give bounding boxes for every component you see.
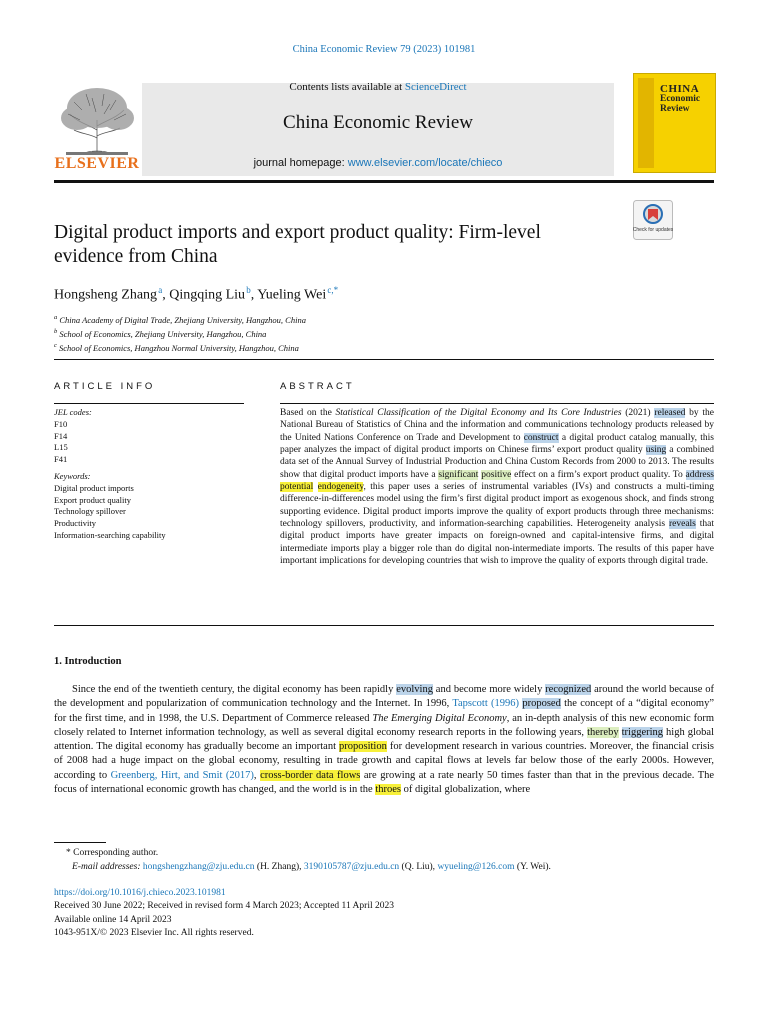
section-heading: 1. Introduction — [54, 656, 122, 667]
cover-title: CHINA Economic Review — [660, 83, 701, 114]
header-rule — [54, 180, 714, 183]
cover-stripe — [638, 78, 654, 168]
journal-title: China Economic Review — [283, 112, 473, 133]
article-info-list — [54, 407, 166, 542]
author-list: Hongsheng Zhang $^a$, Qingqing Liu $^b$, Yueling Wei $^{c,*}$ — [54, 285, 339, 303]
highlight-term[interactable]: proposition — [339, 741, 387, 753]
abstract-heading: ABSTRACT — [280, 381, 355, 392]
author-name: Yueling Wei — [257, 287, 327, 303]
jel-code: F10 — [54, 418, 68, 429]
publisher-wordmark: ELSEVIER — [54, 155, 140, 172]
check-for-updates-icon[interactable] — [633, 200, 673, 240]
author-affil-link[interactable]: a — [158, 285, 163, 295]
keyword: Information-searching capability — [54, 529, 166, 540]
sciencedirect-link[interactable]: ScienceDirect — [404, 81, 467, 93]
email-addresses: E-mail addresses: hongshengzhang@zju.edu.cn (H. Zhang), 3190105787@zju.edu.cn (Q. Liu), wyueling@126.com (Y. Wei). — [72, 862, 551, 872]
highlight-term[interactable]: endogeneity — [317, 482, 364, 493]
highlight-term[interactable]: triggering — [621, 726, 664, 738]
jel-label: JEL codes: — [54, 407, 92, 417]
highlight-term[interactable]: cross-border data flows — [260, 769, 361, 781]
jel-code: F14 — [54, 430, 68, 441]
received-dates: Received 30 June 2022; Received in revised form 4 March 2023; Accepted 11 April 2023 — [54, 901, 394, 912]
highlight-term[interactable]: significant — [438, 469, 479, 480]
highlight-term[interactable]: throes — [375, 784, 401, 796]
affiliation-item: $^b$ School of Economics, Zhejiang University, Hangzhou, China — [54, 327, 267, 339]
homepage-link[interactable]: www.elsevier.com/locate/chieco — [347, 157, 503, 169]
citation-link[interactable]: Greenberg, Hirt, and Smit (2017) — [110, 769, 254, 781]
check-updates-label: Check for updates — [633, 227, 673, 233]
author-name: Hongsheng Zhang — [54, 287, 158, 303]
highlight-term[interactable]: positive — [481, 469, 512, 480]
keyword: Technology spillover — [54, 506, 126, 517]
article-info-rule — [54, 403, 244, 404]
keyword: Productivity — [54, 518, 97, 529]
highlight-term[interactable]: reveals — [668, 519, 696, 530]
introduction-paragraph: Since the end of the twentieth century, the digital economy has been rapidly evolving and become more widely recognized around the world because of the development and popularization of communication technology and the Internet. In 1996, Tapscott (1996) proposed the concept of a “digital economy” for the first time, and in 1998, the U.S. Department of Commerce released The Emerging Digital Economy, an in-depth analysis of this new economic form closely related to Internet information technology, as well as several digital economy research reports in the following years, thereby triggering high global attention. The digital economy has gradually become an important proposition for development research in various countries. Moreover, the financial crisis of 2008 had a huge impact on the global economy, resulting in trade growth and capital flows at levels far below those of the early 2000s. However, according to Greenberg, Hirt, and Smit (2017), cross-border data flows are growing at a rate nearly 50 times faster than that in the previous decade. The focus of international economic growth has changed, and the world is in the throes of digital globalization, where — [54, 684, 715, 796]
email-link[interactable]: wyueling@126.com — [437, 862, 515, 872]
author-affil-link[interactable]: c,* — [327, 285, 339, 295]
abstract-text: Based on the Statistical Classification of the Digital Economy and Its Core Industries (2021) released by the National Bureau of Statistics of China and the information and communications technology products released by the United Nations Conference on Trade and Development to construct a digital product catalog manually, this paper analyzes the impact of digital product imports on Chinese firms’ export product quality using a combined data set of the Annual Survey of Industrial Production and China Custom Records from 2000 to 2013. The results show that digital product imports have a significant positive effect on a firm’s export product quality. To address potential endogeneity, this paper uses a series of instrumental variables (IVs) and constructs a multi-timing difference-in-differences model using the firm’s first digital product import as exogenous shock, and finds strong supporting evidence. Digital product imports improve the quality of export products through three mechanisms: technology spillovers, productivity, and information-searching capabilities. Heterogeneity analysis reveals that digital product imports have greater impacts on foreign-owned and capital-intensive firms, and digital intermediate imports play a bigger role than do digital non-intermediate imports. The results of this paper have important implications for developing countries that wish to improve the quality of exports through digital trade. — [280, 408, 715, 567]
keywords-label: Keywords: — [54, 470, 91, 481]
available-online: Available online 14 April 2023 — [54, 914, 172, 925]
citation-link[interactable]: Tapscott (1996) — [452, 698, 520, 710]
abstract-end-divider — [54, 625, 714, 626]
email-link[interactable]: 3190105787@zju.edu.cn — [303, 862, 400, 872]
contents-available: Contents lists available at ScienceDirect — [289, 81, 467, 93]
jel-code: L15 — [54, 442, 68, 453]
highlight-term[interactable]: recognized — [545, 684, 592, 695]
highlight-term[interactable]: released — [654, 408, 686, 418]
highlight-term[interactable]: construct — [523, 432, 559, 443]
highlight-term[interactable]: using — [645, 445, 667, 456]
keyword: Export product quality — [54, 494, 131, 505]
copyright: 1043-951X/© 2023 Elsevier Inc. All rights reserved. — [54, 927, 254, 938]
article-info-heading: ARTICLE INFO — [54, 381, 156, 392]
journal-reference[interactable]: China Economic Review 79 (2023) 101981 — [292, 44, 476, 55]
journal-cover[interactable] — [633, 73, 716, 173]
abstract-rule — [280, 403, 714, 404]
journal-homepage: journal homepage: www.elsevier.com/locate/chieco — [253, 157, 503, 169]
affiliations — [54, 312, 306, 353]
highlight-term[interactable]: proposed — [522, 698, 561, 710]
author-name: Qingqing Liu — [169, 287, 246, 303]
article-title: Digital product imports and export product quality: Firm-level evidence from China — [54, 222, 541, 267]
jel-code: F41 — [54, 454, 68, 465]
corresponding-author-note: * Corresponding author. — [66, 848, 159, 858]
section-divider — [54, 359, 714, 360]
keyword: Digital product imports — [54, 482, 134, 493]
affiliation-item: $^a$ China Academy of Digital Trade, Zhejiang University, Hangzhou, China — [54, 314, 306, 325]
email-link[interactable]: hongshengzhang@zju.edu.cn — [142, 862, 255, 872]
highlight-term[interactable]: address — [685, 469, 714, 480]
footnote-rule — [54, 842, 106, 843]
highlight-term[interactable]: thereby — [587, 726, 619, 738]
doi-link[interactable]: https://doi.org/10.1016/j.chieco.2023.101981 — [54, 888, 226, 898]
article-metadata — [54, 887, 394, 940]
highlight-term[interactable]: evolving — [396, 684, 433, 695]
highlight-term[interactable]: potential — [280, 482, 314, 493]
affiliation-item: $^c$ School of Economics, Hangzhou Normal University, Hangzhou, China — [54, 341, 299, 353]
author-affil-link[interactable]: b — [246, 285, 251, 295]
